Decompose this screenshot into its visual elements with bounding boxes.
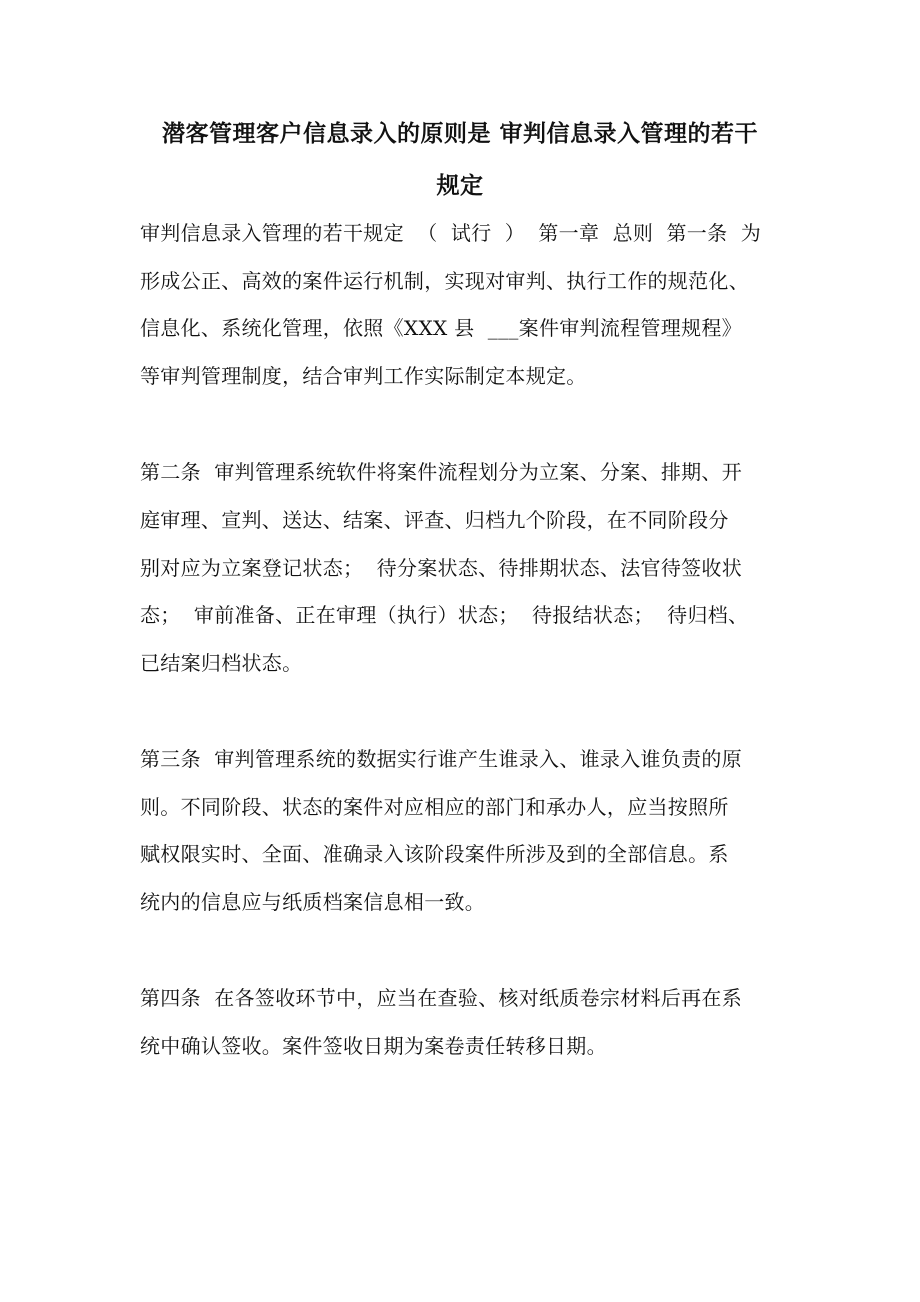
paragraph-line: 统内的信息应与纸质档案信息相一致。 (140, 890, 486, 914)
paragraph-line: 第三条 审判管理系统的数据实行谁产生谁录入、谁录入谁负责的原 (140, 747, 743, 771)
document-title-line-1: 潜客管理客户信息录入的原则是 审判信息录入管理的若干 (161, 121, 758, 147)
paragraph-line: 第二条 审判管理系统软件将案件流程划分为立案、分案、排期、开 (140, 460, 743, 484)
paragraph-line: 等审判管理制度，结合审判工作实际制定本规定。 (140, 364, 587, 388)
paragraph-line: 别对应为立案登记状态； 待分案状态、待排期状态、法官待签收状 (140, 556, 743, 580)
document-title-line-2: 规定 (436, 173, 484, 199)
paragraph-line: 第四条 在各签收环节中，应当在查验、核对纸质卷宗材料后再在系 (140, 986, 743, 1010)
paragraph-line: 赋权限实时、全面、准确录入该阶段案件所涉及到的全部信息。系 (140, 842, 729, 866)
paragraph-line: 信息化、系统化管理，依照《XXX 县 ___案件审判流程管理规程》 (140, 316, 742, 340)
paragraph-line: 庭审理、宣判、送达、结案、评查、归档九个阶段，在不同阶段分 (140, 508, 729, 532)
paragraph-line: 已结案归档状态。 (140, 651, 303, 675)
paragraph-line: 则。不同阶段、状态的案件对应相应的部门和承办人，应当按照所 (140, 795, 729, 819)
paragraph-line: 形成公正、高效的案件运行机制，实现对审判、执行工作的规范化、 (140, 269, 749, 293)
paragraph-line: 态； 审前准备、正在审理（执行）状态； 待报结状态； 待归档、 (140, 603, 749, 627)
paragraph-line: 审判信息录入管理的若干规定 （ 试行 ） 第一章 总则 第一条 为 (140, 221, 762, 245)
paragraph-line: 统中确认签收。案件签收日期为案卷责任转移日期。 (140, 1034, 607, 1058)
